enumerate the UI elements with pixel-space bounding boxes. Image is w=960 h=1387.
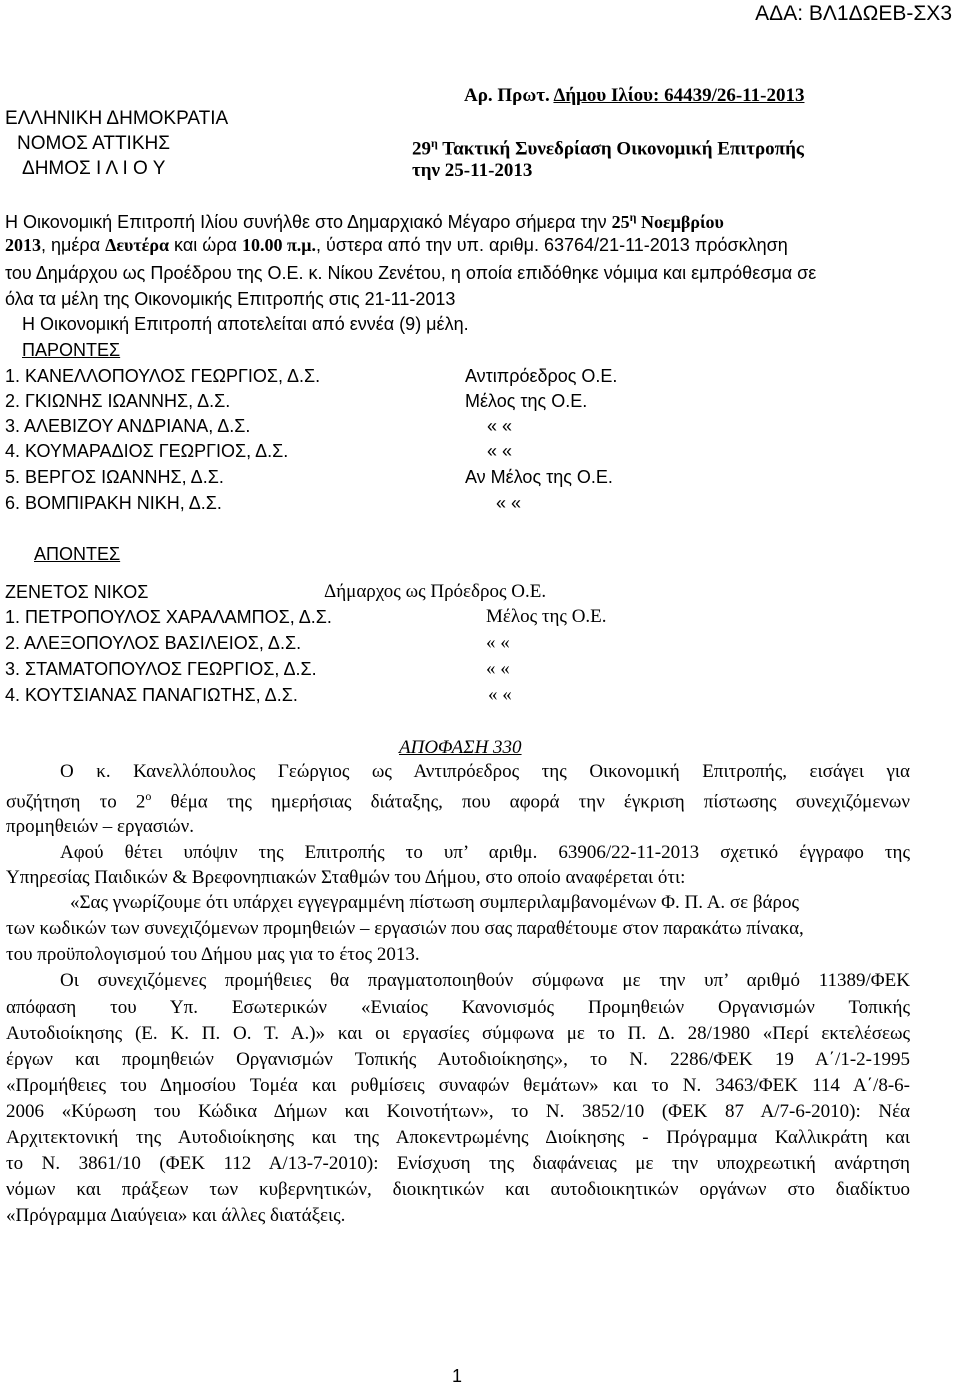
decision-p4-line: «Πρόγραμμα Διαύγεια» και άλλες διατάξεις. xyxy=(6,1205,346,1226)
present-member-name: 1. ΚΑΝΕΛΛΟΠΟΥΛΟΣ ΓΕΩΡΓΙΟΣ, Δ.Σ. xyxy=(5,366,321,386)
present-title: ΠΑΡΟΝΤΕΣ xyxy=(22,340,121,360)
ada-code: ΑΔΑ: ΒΛ1ΔΩΕΒ-ΣΧ3 xyxy=(755,2,952,25)
decision-p3-line: «Σας γνωρίζουμε ότι υπάρχει εγγεγραμμένη πίστωση συμπεριλαμβανομένων Φ. Π. Α. σε βάρος xyxy=(70,892,800,913)
absent-mayor-name: ΖΕΝΕΤΟΣ ΝΙΚΟΣ xyxy=(5,582,149,602)
present-member-role: Μέλος της Ο.Ε. xyxy=(465,391,588,411)
decision-p3-line: των κωδικών των συνεχιζόμενων προμηθειών – εργασιών που σας παραθέτουμε στον παρακάτω πίνακα, xyxy=(6,918,804,939)
absent-member-role: « « xyxy=(488,684,512,705)
session-title xyxy=(412,136,804,160)
present-member-role: Αντιπρόεδρος Ο.Ε. xyxy=(465,366,618,386)
absent-member-role: « « xyxy=(486,658,510,679)
session-text: Τακτική Συνεδρίαση Οικονομική Επιτροπής xyxy=(437,138,804,160)
decision-p4-line: το Ν. 3861/10 (ΦΕΚ 112 Α/13-7-2010): Ενίσχυση της διαφάνειας με την υποχρεωτική ανάρτηση xyxy=(6,1153,910,1174)
decision-p4-line: Αυτοδιοίκησης (Ε. Κ. Π. Ο. Τ. Α.)» και οι εργασίες σύμφωνα με το Π. Δ. 28/1980 «Περί εκτελέσεως xyxy=(6,1023,910,1044)
present-member-role: « « xyxy=(487,416,513,436)
intro-line-4: όλα τα μέλη της Οικονομικής Επιτροπής στις 21-11-2013 xyxy=(5,289,456,309)
intro-text: , ύστερα από την υπ. αριθμ. 63764/21-11-2013 πρόσκληση xyxy=(316,235,788,255)
session-number: 29 xyxy=(412,138,431,160)
present-member-name: 2. ΓΚΙΩΝΗΣ ΙΩΑΝΝΗΣ, Δ.Σ. xyxy=(5,391,231,411)
decision-p3-line: του προϋπολογισμού του Δήμου μας για το έτος 2013. xyxy=(6,944,420,965)
decision-topic-number: 2 xyxy=(135,791,146,813)
absent-member-name: 4. ΚΟΥΤΣΙΑΝΑΣ ΠΑΝΑΓΙΩΤΗΣ, Δ.Σ. xyxy=(5,685,298,705)
intro-time: 10.00 π.μ. xyxy=(241,235,317,255)
decision-p4-line: Αρχιτεκτονική της Αυτοδιοίκησης και της Αποκεντρωμένης Διοίκησης - Πρόγραμμα Καλλικράτη και xyxy=(6,1127,910,1148)
issuer-line-2: ΝΟΜΟΣ ΑΤΤΙΚΗΣ xyxy=(17,133,170,154)
present-member-name: 5. ΒΕΡΓΟΣ ΙΩΑΝΝΗΣ, Δ.Σ. xyxy=(5,467,224,487)
decision-p4-line: έργων και προμηθειών Οργανισμών Τοπικής Αυτοδιοίκησης», το Ν. 2286/ΦΕΚ 19 Α΄/1-2-1995 xyxy=(6,1049,910,1070)
decision-p1-line: Ο κ. Κανελλόπουλος Γεώργιος ως Αντιπρόεδρος της Οικονομική Επιτροπής, εισάγει για xyxy=(60,761,910,782)
decision-text: θέμα της ημερήσιας διάταξης, που αφορά την έγκριση πίστωσης συνεχιζόμενων xyxy=(151,791,910,813)
session-sup: η xyxy=(431,136,438,150)
session-date: την 25-11-2013 xyxy=(412,160,533,181)
decision-p1-line xyxy=(6,789,910,813)
decision-p2-line: Αφού θέτει υπόψιν της Επιτροπής το υπ’ αριθμ. 63906/22-11-2013 σχετικό έγγραφο της xyxy=(60,842,910,863)
decision-p1-line: προμηθειών – εργασιών. xyxy=(6,816,194,837)
present-member-name: 3. ΑΛΕΒΙΖΟΥ ΑΝΔΡΙΑΝΑ, Δ.Σ. xyxy=(5,416,251,436)
decision-p4-line: νόμων και πράξεων των κυβερνητικών, διοικητικών και αυτοδιοικητικών οργάνων στο διαδίκτυο xyxy=(6,1179,910,1200)
intro-text: και ώρα xyxy=(169,235,242,255)
present-member-name: 6. ΒΟΜΠΙΡΑΚΗ ΝΙΚΗ, Δ.Σ. xyxy=(5,493,222,513)
intro-line-3: του Δημάρχου ως Προέδρου της Ο.Ε. κ. Νίκου Ζενέτου, η οποία επιδόθηκε νόμιμα και εμπρόθεσμα σε xyxy=(5,263,817,283)
absent-member-name: 2. ΑΛΕΞΟΠΟΥΛΟΣ ΒΑΣΙΛΕΙΟΣ, Δ.Σ. xyxy=(5,633,302,653)
decision-p4-line: Οι συνεχιζόμενες προμήθειες θα πραγματοποιηθούν σύμφωνα με την υπ’ αριθμό 11389/ΦΕΚ xyxy=(60,970,910,991)
absent-member-role: Μέλος της Ο.Ε. xyxy=(486,606,607,627)
absent-member-name: 1. ΠΕΤΡΟΠΟΥΛΟΣ ΧΑΡΑΛΑΜΠΟΣ, Δ.Σ. xyxy=(5,607,332,627)
decision-p4-line: απόφαση του Υπ. Εσωτερικών «Ενιαίος Κανονισμός Προμηθειών Οργανισμών Τοπικής xyxy=(6,997,910,1018)
intro-text: , ημέρα xyxy=(41,235,106,255)
protocol-prefix: Αρ. Πρωτ. xyxy=(464,85,554,106)
present-member-name: 4. ΚΟΥΜΑΡΑΔΙΟΣ ΓΕΩΡΓΙΟΣ, Δ.Σ. xyxy=(5,441,289,461)
decision-title: ΑΠΟΦΑΣΗ 330 xyxy=(399,737,522,758)
intro-weekday: Δευτέρα xyxy=(105,235,170,255)
absent-mayor-role: Δήμαρχος ως Πρόεδρος Ο.Ε. xyxy=(324,581,547,602)
decision-p4-line: «Προμήθειες του Δημοσίου Τομέα και ρυθμίσεις συναφών θεμάτων» και το Ν. 3463/ΦΕΚ 114 Α΄/8-6- xyxy=(6,1075,910,1096)
intro-sup: η xyxy=(629,210,637,224)
issuer-line-3: ΔΗΜΟΣ Ι Λ Ι Ο Υ xyxy=(22,158,166,179)
protocol-number xyxy=(464,85,804,107)
intro-line-2 xyxy=(5,235,788,256)
intro-day: 25 xyxy=(611,212,630,232)
decision-topic-sup: ο xyxy=(145,789,152,803)
present-member-role: « « xyxy=(487,441,513,461)
decision-p4-line: 2006 «Κύρωση του Κώδικα Δήμων και Κοινοτήτων», το Ν. 3852/10 (ΦΕΚ 87 Α/7-6-2010): Νέα xyxy=(6,1101,910,1122)
absent-member-role: « « xyxy=(486,632,510,653)
decision-text: συζήτηση το xyxy=(6,791,136,813)
absent-member-name: 3. ΣΤΑΜΑΤΟΠΟΥΛΟΣ ΓΕΩΡΓΙΟΣ, Δ.Σ. xyxy=(5,659,317,679)
intro-year: 2013 xyxy=(5,235,41,255)
present-member-role: Αν Μέλος της Ο.Ε. xyxy=(465,467,613,487)
protocol-rest: Δήμου Ιλίου: 64439/26-11-2013 xyxy=(553,85,805,106)
intro-month: Νοεμβρίου xyxy=(636,212,724,232)
absent-title: ΑΠΟΝΤΕΣ xyxy=(34,544,121,564)
decision-p2-line: Υπηρεσίας Παιδικών & Βρεφονηπιακών Σταθμών του Δήμου, στο οποίο αναφέρεται ότι: xyxy=(6,867,686,888)
intro-line-1 xyxy=(5,210,724,233)
present-member-role: « « xyxy=(496,493,522,513)
page-number: 1 xyxy=(452,1366,463,1386)
intro-text: Η Οικονομική Επιτροπή Ιλίου συνήλθε στο Δημαρχιακό Μέγαρο σήμερα την xyxy=(5,212,612,232)
issuer-line-1: ΕΛΛΗΝΙΚΗ ΔΗΜΟΚΡΑΤΙΑ xyxy=(5,108,229,129)
intro-line-5: Η Οικονομική Επιτροπή αποτελείται από εννέα (9) μέλη. xyxy=(22,314,469,334)
